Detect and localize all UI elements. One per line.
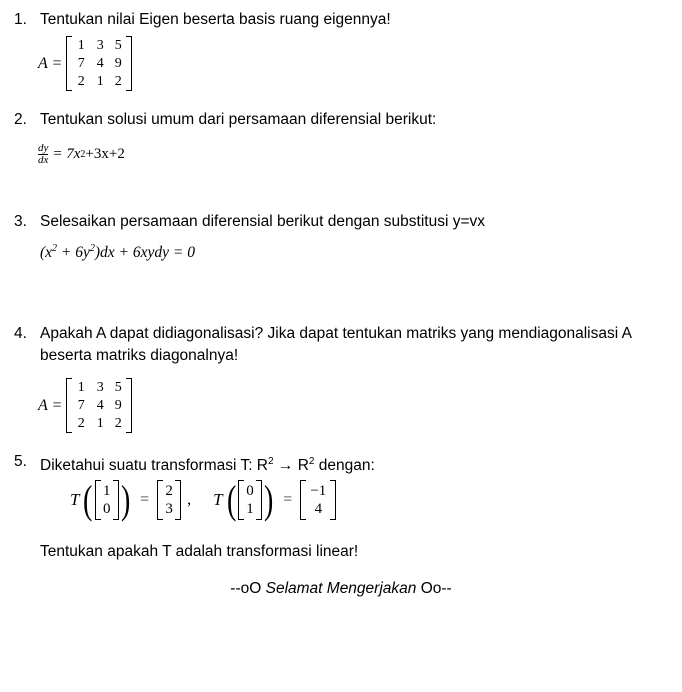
matrix-a-4 [38, 378, 132, 433]
closing-message [0, 578, 682, 599]
exponent: 2 [80, 149, 86, 160]
matrix-cell: 7 [77, 56, 85, 71]
question-number: 1. [14, 11, 27, 28]
question-5-prompt: Tentukan apakah T adalah transformasi linear! [40, 543, 359, 560]
paren-open: ( [83, 477, 93, 522]
question-text-line-1: Apakah A dapat didiagonalisasi? Jika dapat tentukan matriks yang mendiagonalisasi A [40, 325, 632, 342]
matrix-cell: 1 [96, 74, 104, 89]
question-text [40, 451, 375, 476]
matrix-cell: 7 [77, 398, 85, 413]
equation-3 [40, 243, 195, 262]
text-part: dengan: [314, 457, 375, 475]
matrix-cell: 2 [77, 416, 85, 431]
matrix-label: A = [38, 396, 63, 414]
equation-part: + 6y [57, 244, 90, 262]
paren-open: ( [226, 477, 236, 522]
matrix-brackets [66, 378, 132, 433]
vector-entries [243, 480, 257, 520]
matrix-cell: 1 [77, 380, 85, 395]
vector-cell: 2 [165, 483, 173, 499]
question-number: 5. [14, 453, 27, 470]
matrix-a-1 [38, 36, 132, 91]
matrix-cell: 4 [96, 56, 104, 71]
question-text: Tentukan solusi umum dari persamaan diferensial berikut: [40, 111, 437, 128]
matrix-cell: 1 [96, 416, 104, 431]
fraction-dy-dx [38, 143, 48, 166]
fraction-denominator: dx [38, 154, 49, 166]
question-number: 3. [14, 213, 27, 230]
equation-2 [38, 143, 125, 166]
matrix-cell: 2 [77, 74, 85, 89]
question-text: Tentukan nilai Eigen beserta basis ruang eigennya! [40, 11, 391, 28]
vector-entries [100, 480, 114, 520]
matrix-cell: 4 [96, 398, 104, 413]
superscript: 2 [308, 456, 315, 467]
equals-sign: = [140, 491, 150, 508]
exponent: 2 [52, 243, 58, 254]
text-part: Diketahui suatu transformasi T: R [40, 457, 269, 475]
transform-label: T [213, 490, 223, 509]
equation-middle: = 7x [52, 146, 81, 162]
vector-cell: 3 [165, 501, 173, 517]
matrix-brackets [66, 36, 132, 91]
vector-entries [162, 480, 176, 520]
matrix-cell: 1 [77, 38, 85, 53]
transformation-equations [70, 477, 336, 522]
vector-e2 [238, 480, 262, 520]
exponent: 2 [89, 243, 95, 254]
comma: , [187, 491, 192, 508]
closing-italic: Selamat Mengerjakan [265, 580, 417, 597]
matrix-cell: 2 [114, 74, 122, 89]
question-text: Selesaikan persamaan diferensial berikut dengan substitusi y=vx [40, 213, 486, 230]
question-number: 4. [14, 325, 27, 342]
vector-cell: 1 [246, 501, 254, 517]
superscript: 2 [268, 456, 274, 467]
transform-label: T [70, 490, 80, 509]
vector-entries [305, 480, 331, 520]
vector-cell: 4 [314, 501, 323, 517]
question-text-line-2: beserta matriks diagonalnya! [40, 347, 239, 364]
matrix-cell: 9 [114, 398, 122, 413]
question-number: 2. [14, 111, 27, 128]
vector-e1 [95, 480, 119, 520]
equation-part: (x [40, 244, 53, 262]
matrix-cell: 3 [96, 38, 104, 53]
paren-close: ) [263, 477, 274, 522]
paren-close: ) [120, 477, 131, 522]
matrix-entries [73, 36, 125, 91]
vector-cell: 0 [246, 483, 254, 499]
equals-sign: = [283, 491, 293, 508]
text-part: → R [273, 457, 309, 475]
equation-part: )dx + 6xydy = 0 [94, 244, 195, 262]
matrix-entries [73, 378, 125, 433]
vector-cell: 0 [103, 501, 111, 517]
matrix-cell: 5 [114, 380, 122, 395]
equation-tail: +3x+2 [85, 146, 125, 162]
matrix-cell: 2 [114, 416, 122, 431]
vector-cell: 1 [103, 483, 111, 499]
vector-result-1 [157, 480, 181, 520]
fraction-numerator: dy [38, 142, 49, 154]
matrix-cell: 9 [114, 56, 122, 71]
matrix-cell: 3 [96, 380, 104, 395]
matrix-cell: 5 [114, 38, 122, 53]
matrix-label: A = [38, 54, 63, 72]
vector-result-2 [300, 480, 336, 520]
vector-cell: −1 [310, 483, 327, 499]
closing-prefix: --oO [230, 580, 266, 597]
closing-suffix: Oo-- [416, 580, 452, 597]
